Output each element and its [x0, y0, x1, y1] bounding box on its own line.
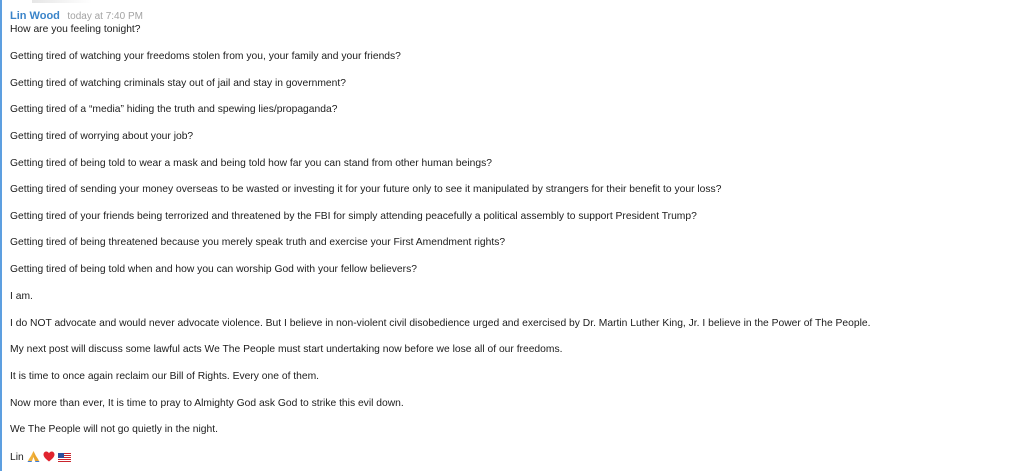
message-line: Getting tired of worrying about your job? [10, 131, 194, 142]
author-name[interactable]: Lin Wood [10, 10, 60, 22]
message-line: It is time to once again reclaim our Bill of Rights. Every one of them. [10, 371, 320, 382]
praying-hands-icon [27, 449, 40, 467]
message-signature [10, 451, 71, 465]
message-line: We The People will not go quietly in the night. [10, 424, 218, 435]
message-timestamp: today at 7:40 PM [67, 11, 143, 22]
message-line: I do NOT advocate and would never advocate violence. But I believe in non-violent civil disobedience urged and exercised by Dr. Martin Luther King, Jr. I believe in the Power of The People. [10, 318, 871, 329]
message-line: Getting tired of watching your freedoms stolen from you, your family and your friends? [10, 51, 401, 62]
message-line: Getting tired of being threatened because you merely speak truth and exercise your First Amendment rights? [10, 237, 506, 248]
red-heart-icon [43, 449, 55, 467]
signature-text: Lin [10, 452, 24, 463]
message-line: Getting tired of being told when and how you can worship God with your fellow believers? [10, 264, 417, 275]
message-line: I am. [10, 291, 33, 302]
message-line: Getting tired of your friends being terrorized and threatened by the FBI for simply attending peacefully a political assembly to support President Trump? [10, 211, 697, 222]
message-line: My next post will discuss some lawful acts We The People must start undertaking now before we lose all of our freedoms. [10, 344, 563, 355]
message-line: Getting tired of watching criminals stay out of jail and stay in government? [10, 78, 346, 89]
message-line: Now more than ever, It is time to pray to Almighty God ask God to strike this evil down. [10, 398, 404, 409]
message-line: Getting tired of a “media” hiding the truth and spewing lies/propaganda? [10, 104, 338, 115]
us-flag-icon [58, 449, 71, 467]
message-line: Getting tired of sending your money overseas to be wasted or investing it for your future only to see it manipulated by strangers for their benefit to your loss? [10, 184, 722, 195]
message-line: How are you feeling tonight? [10, 24, 141, 35]
previous-message-edge [32, 0, 92, 3]
message-line: Getting tired of being told to wear a mask and being told how far you can stand from other human beings? [10, 158, 492, 169]
